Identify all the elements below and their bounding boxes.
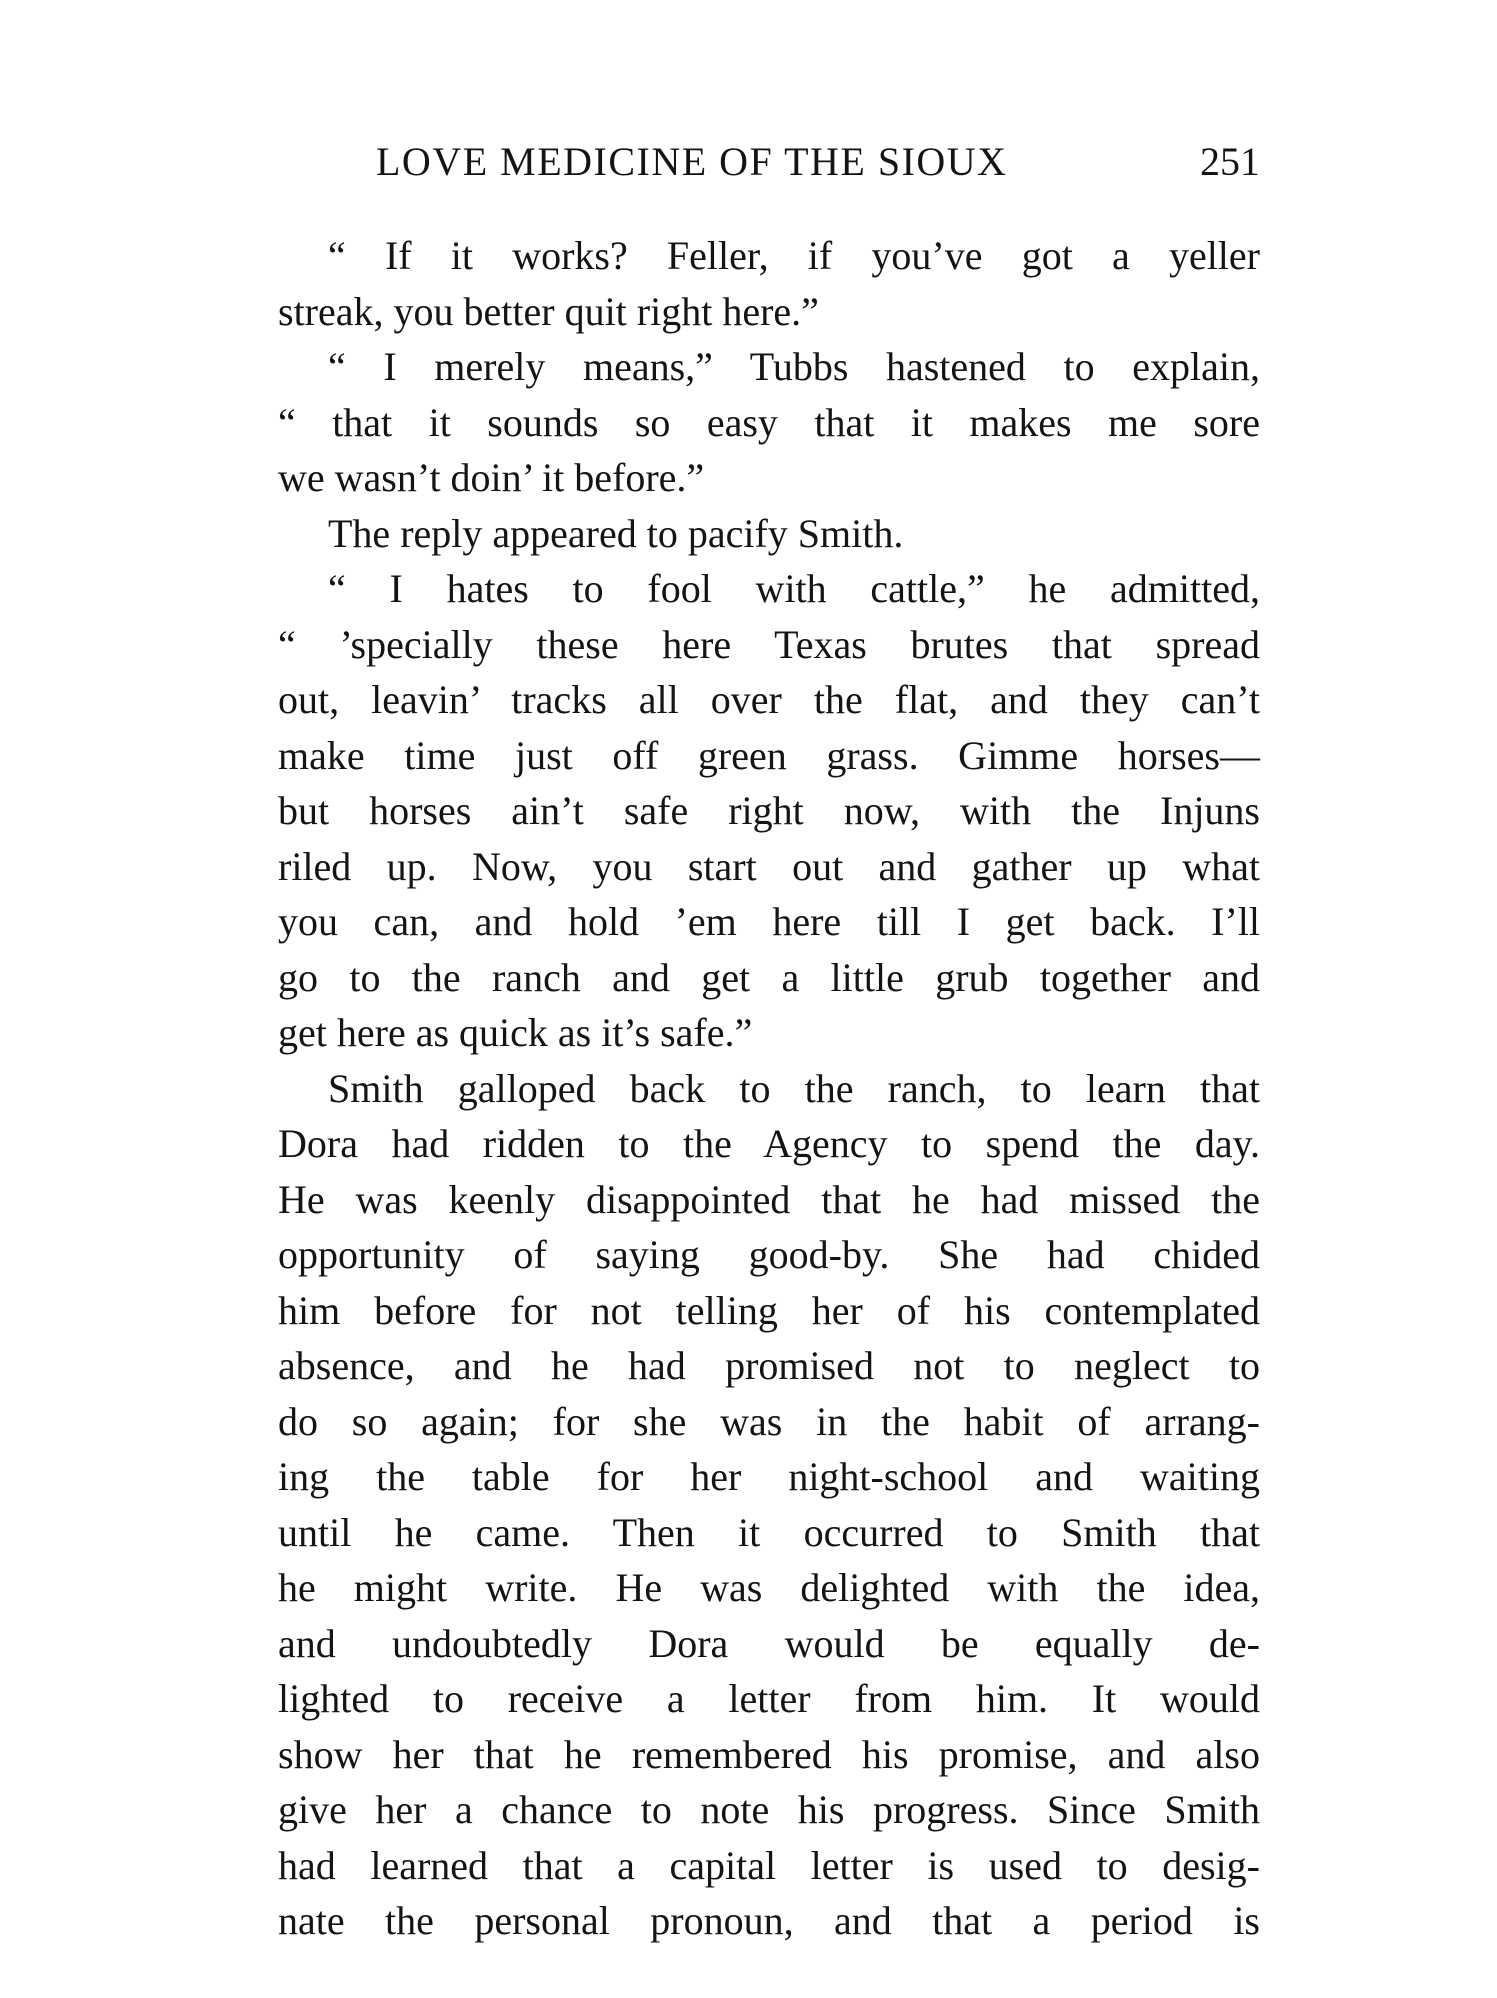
text-line: The reply appeared to pacify Smith. — [328, 510, 904, 556]
text-line: go to the ranch and get a little grub together and — [278, 954, 1260, 1000]
text-line: lighted to receive a letter from him. It would — [278, 1676, 1260, 1721]
page-number: 251 — [1200, 139, 1260, 184]
text-line: Dora had ridden to the Agency to spend the day. — [278, 1121, 1260, 1166]
text-line: you can, and hold ’em here till I get back. I’ll — [278, 899, 1260, 944]
text-line: show her that he remembered his promise, and also — [278, 1731, 1260, 1777]
text-line: had learned that a capital letter is used to desig- — [278, 1842, 1260, 1888]
text-line: riled up. Now, you start out and gather up what — [278, 843, 1260, 889]
text-line: Smith galloped back to the ranch, to learn that — [328, 1065, 1260, 1111]
text-line: streak, you better quit right here.” — [278, 288, 819, 334]
running-head — [376, 132, 1260, 192]
text-line: absence, and he had promised not to neglect to — [278, 1343, 1260, 1388]
text-line: do so again; for she was in the habit of arrang- — [278, 1398, 1260, 1444]
text-line: “ that it sounds so easy that it makes me sore — [278, 399, 1260, 445]
text-line: “ I merely means,” Tubbs hastened to explain, — [328, 344, 1260, 389]
text-line: and undoubtedly Dora would be equally de- — [278, 1620, 1260, 1666]
text-line: “ I hates to fool with cattle,” he admitted, — [328, 566, 1260, 611]
text-line: until he came. Then it occurred to Smith that — [278, 1509, 1260, 1555]
text-line: he might write. He was delighted with the idea, — [278, 1565, 1260, 1610]
text-line: get here as quick as it’s safe.” — [278, 1010, 753, 1055]
text-line: He was keenly disappointed that he had missed the — [278, 1176, 1260, 1222]
text-line: “ ’specially these here Texas brutes that spread — [278, 621, 1260, 667]
text-line: “ If it works? Feller, if you’ve got a yeller — [328, 233, 1260, 278]
text-line: ing the table for her night-school and waiting — [278, 1454, 1260, 1499]
text-line: we wasn’t doin’ it before.” — [278, 455, 705, 500]
text-line: him before for not telling her of his contemplated — [278, 1287, 1260, 1333]
text-line: out, leavin’ tracks all over the flat, and they can’t — [278, 677, 1260, 722]
text-line: but horses ain’t safe right now, with the Injuns — [278, 788, 1260, 833]
body-text — [278, 228, 1260, 1949]
running-title: LOVE MEDICINE OF THE SIOUX — [376, 139, 1008, 184]
text-line: give her a chance to note his progress. Since Smith — [278, 1787, 1260, 1832]
text-line: nate the personal pronoun, and that a period is — [278, 1898, 1260, 1943]
text-line: make time just off green grass. Gimme horses— — [278, 732, 1260, 778]
text-line: opportunity of saying good-by. She had chided — [278, 1232, 1260, 1277]
